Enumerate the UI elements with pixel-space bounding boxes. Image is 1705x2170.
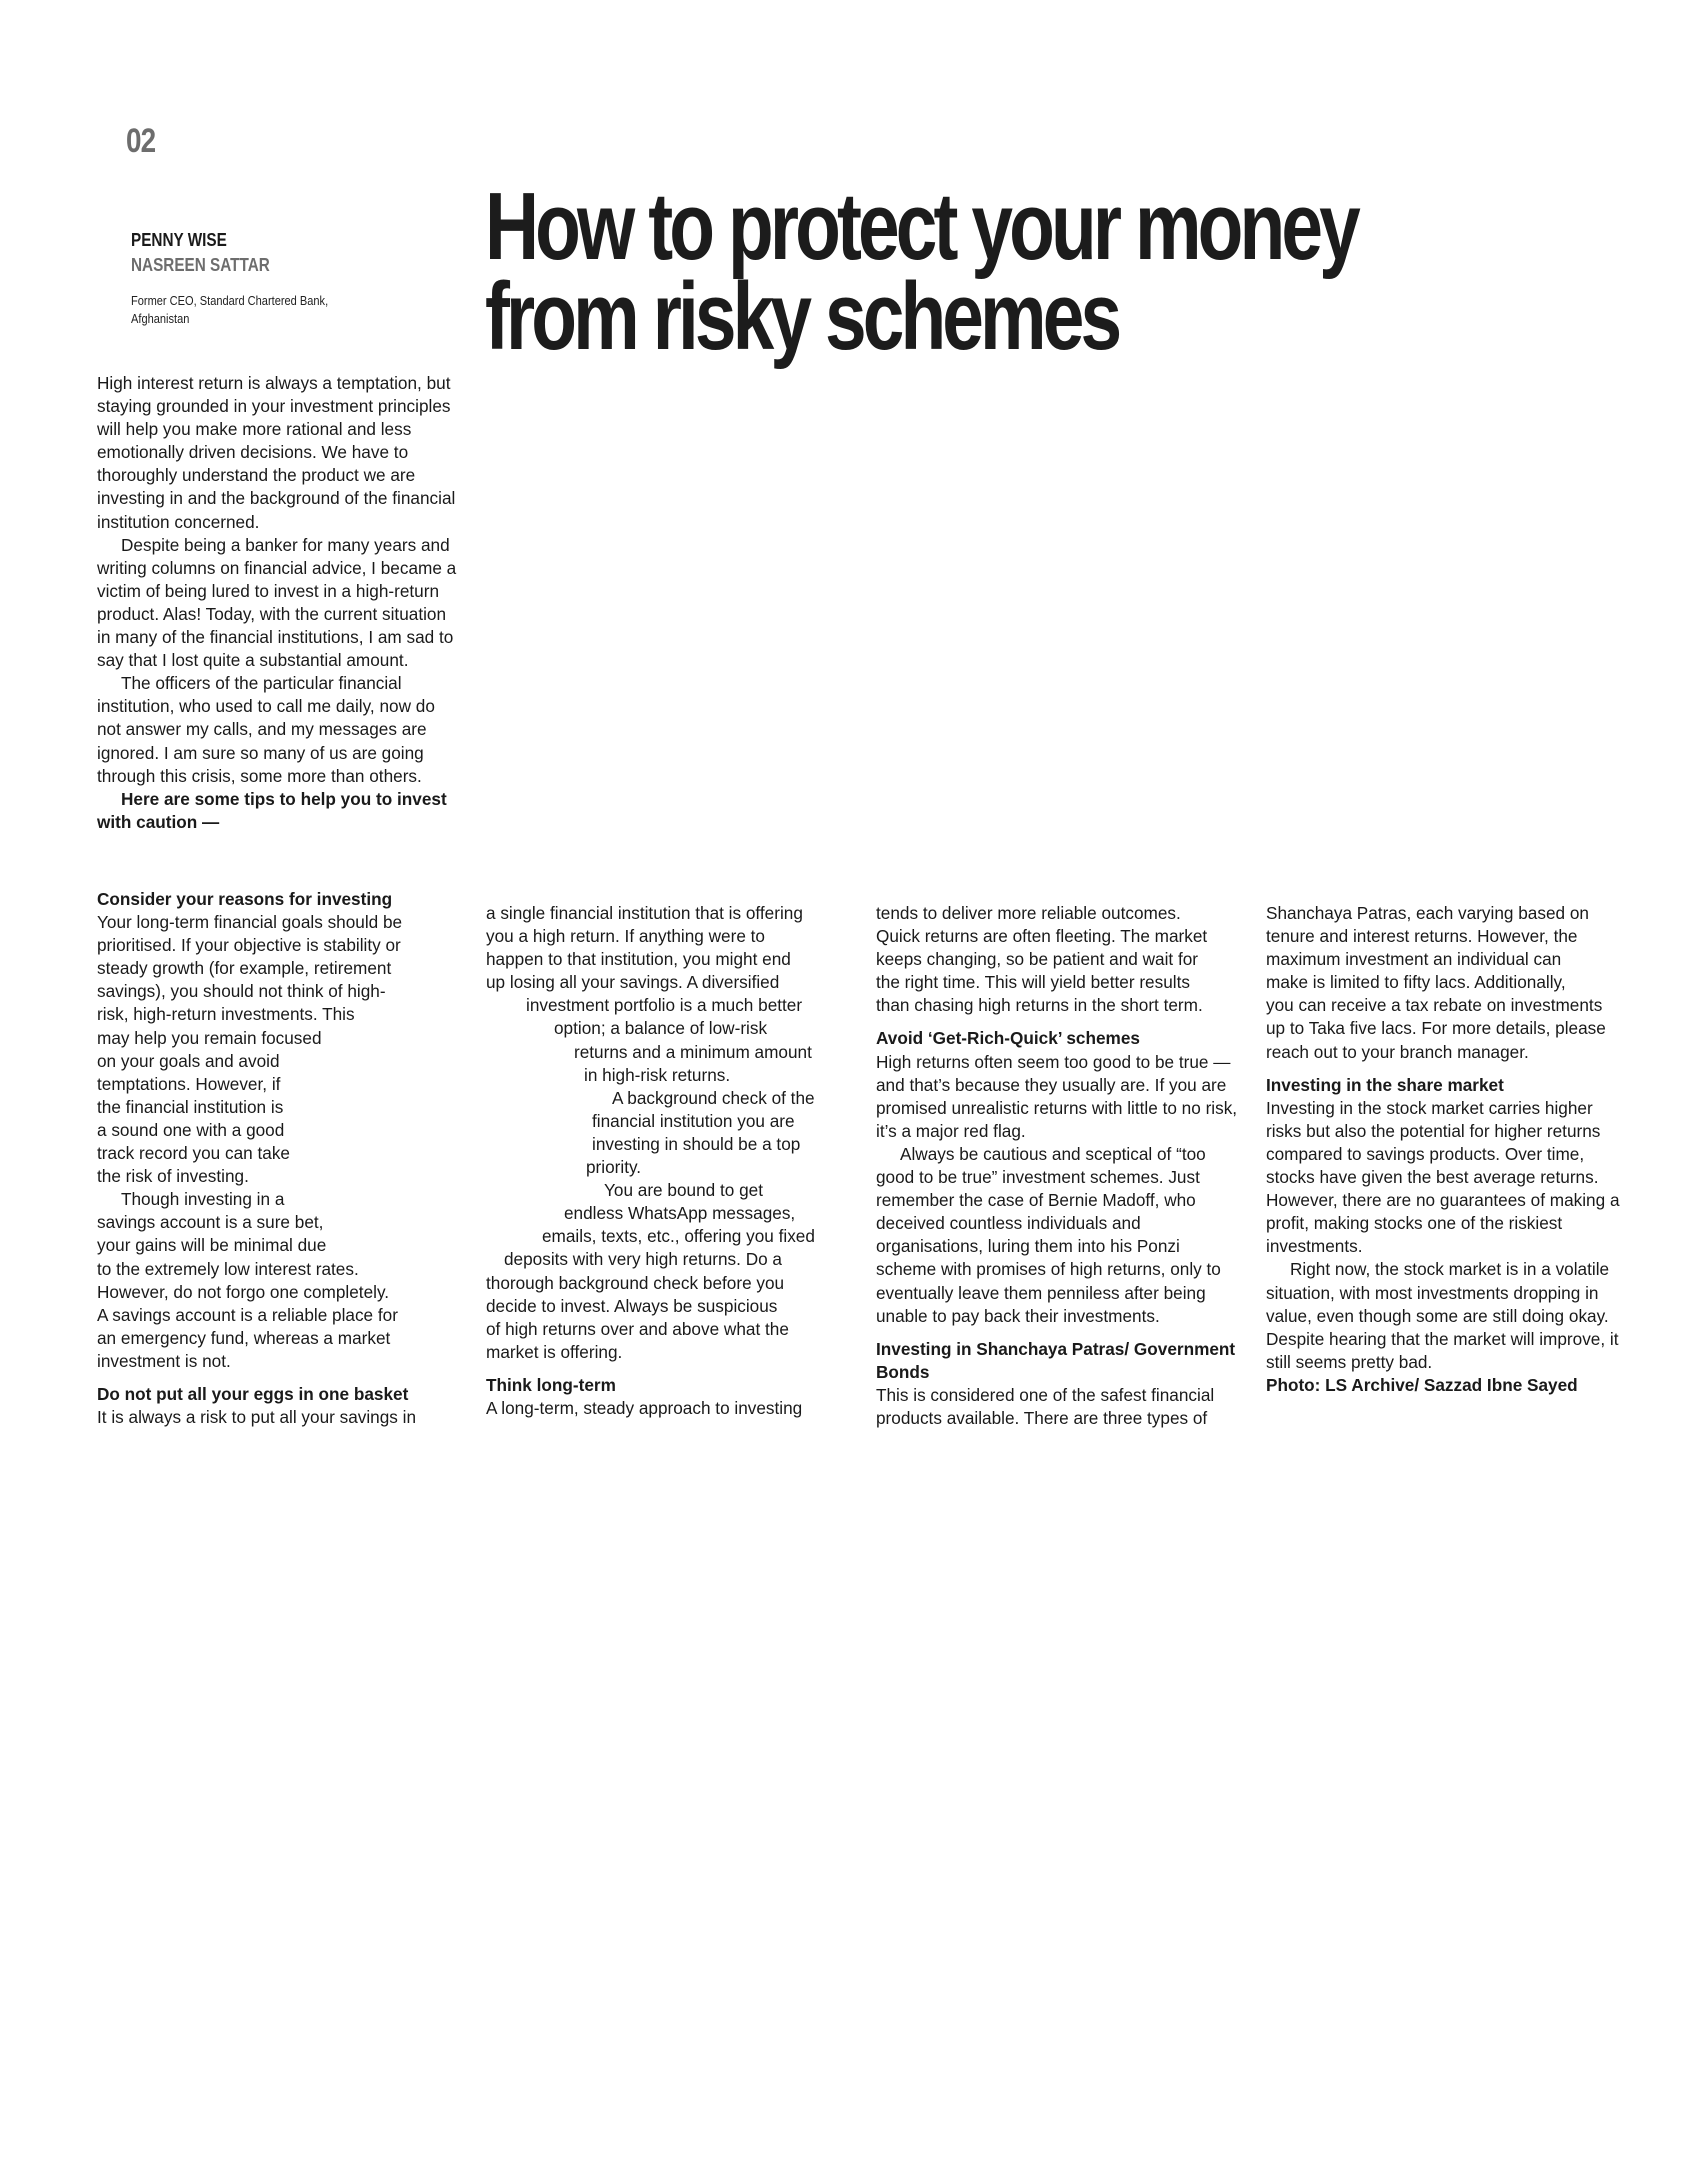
text-line: a sound one with a good — [97, 1119, 285, 1140]
eggs-heading: Do not put all your eggs in one basket — [97, 1383, 409, 1404]
intro-column — [97, 372, 457, 834]
quick-heading: Avoid ‘Get-Rich-Quick’ schemes — [876, 1028, 1140, 1049]
text-line: than chasing high returns in the short term. — [876, 995, 1203, 1016]
text-line: savings), you should not think of high- — [97, 981, 386, 1002]
reasons-paragraph — [97, 911, 457, 1188]
text-line: A long-term, steady approach to investing — [486, 1397, 803, 1418]
text-line: on your goals and avoid — [97, 1050, 280, 1071]
text-line: option; a balance of low-risk — [554, 1018, 768, 1039]
text-line: in high-risk returns. — [584, 1064, 731, 1085]
text-line: tends to deliver more reliable outcomes. — [876, 903, 1181, 923]
text-line: It is always a risk to put all your savings in — [97, 1407, 417, 1428]
text-line: an emergency fund, whereas a market — [97, 1327, 391, 1348]
author-name: NASREEN SATTAR — [131, 255, 270, 275]
text-line: You are bound to get — [604, 1180, 763, 1201]
text-line: market is offering. — [486, 1341, 623, 1362]
text-line: emails, texts, etc., offering you fixed — [542, 1226, 815, 1247]
column-2 — [486, 902, 848, 1420]
text-line: happen to that institution, you might end — [486, 949, 791, 970]
text-line: up losing all your savings. A diversified — [486, 972, 780, 993]
text-line: However, do not forgo one completely. — [97, 1281, 390, 1302]
text-line: returns and a minimum amount — [574, 1041, 812, 1062]
text-line: prioritised. If your objective is stability or — [97, 935, 401, 956]
share-heading: Investing in the share market — [1266, 1074, 1504, 1095]
author-title: Former CEO, Standard Chartered Bank, Afghanistan — [131, 293, 329, 326]
text-line: reach out to your branch manager. — [1266, 1041, 1529, 1062]
savings-paragraph — [97, 1188, 457, 1373]
column-4 — [1266, 902, 1628, 1397]
text-line: investment is not. — [97, 1350, 231, 1371]
intro-paragraph-1: High interest return is always a temptation, but staying grounded in your investment principles will help you make more rational and less emotionally driven decisions. We have to thoroughly understand the product we are investing in and the background of the financial institution concerned. — [97, 373, 456, 532]
headline: How to protect your money from risky schemes — [485, 173, 1357, 370]
quick-paragraph-2: Always be cautious and sceptical of “too good to be true” investment schemes. Just remember the case of Bernie Madoff, who deceived countless individuals and organisations, luring them into his Ponzi scheme with promises of high returns, only to eventually leave them penniless after being unable to pay back their investments. — [876, 1143, 1221, 1326]
column-1 — [97, 888, 457, 1429]
text-line: investment portfolio is a much better — [526, 995, 803, 1016]
text-line: the right time. This will yield better results — [876, 972, 1190, 993]
text-line: financial institution you are — [592, 1110, 795, 1131]
text-line: priority. — [586, 1157, 642, 1178]
longterm-heading: Think long-term — [486, 1374, 616, 1395]
text-line: may help you remain focused — [97, 1027, 322, 1048]
text-line: you a high return. If anything were to — [486, 926, 765, 947]
text-line: up to Taka five lacs. For more details, please — [1266, 1018, 1606, 1039]
text-line: to the extremely low interest rates. — [97, 1258, 359, 1279]
text-line: endless WhatsApp messages, — [564, 1203, 796, 1224]
intro-paragraph-3: The officers of the particular financial institution, who used to call me daily, now do not answer my calls, and my messages are ignored. I am sure so many of us are going through this crisis, some more than others. — [97, 673, 435, 786]
text-line: your gains will be minimal due — [97, 1235, 327, 1256]
quick-paragraph-1: High returns often seem too good to be true — and that’s because they usually are. If you are promised unrealistic returns with little to no risk, it’s a major red flag. — [876, 1051, 1238, 1141]
text-line: Your long-term financial goals should be — [97, 912, 403, 933]
page-number: 02 — [126, 122, 156, 160]
text-line: investing in should be a top — [592, 1133, 801, 1154]
column-3 — [876, 902, 1238, 1430]
text-line: This is considered one of the safest financial — [876, 1384, 1215, 1405]
column-name: PENNY WISE — [131, 230, 227, 250]
intro-paragraph-2: Despite being a banker for many years and writing columns on financial advice, I became a victim of being lured to invest in a high-return product. Alas! Today, with the current situation in many of the financial institutions, I am sad to say that I lost quite a substantial amount. — [97, 534, 457, 671]
text-line: A savings account is a reliable place for — [97, 1304, 398, 1325]
text-line: A background check of the — [612, 1087, 815, 1108]
text-line: you can receive a tax rebate on investments — [1266, 995, 1603, 1016]
text-line: risk, high-return investments. This — [97, 1004, 355, 1025]
text-line: the risk of investing. — [97, 1166, 249, 1187]
text-line: the financial institution is — [97, 1096, 284, 1117]
share-paragraph-2: Right now, the stock market is in a volatile situation, with most investments dropping in value, even though some are still doing okay. Despite hearing that the market will improve, it still seems pretty bad. — [1266, 1259, 1619, 1372]
tips-lead: Here are some tips to help you to invest with caution — — [97, 788, 447, 832]
text-line: steady growth (for example, retirement — [97, 958, 392, 979]
text-line: Shanchaya Patras, each varying based on — [1266, 903, 1589, 923]
share-paragraph-1: Investing in the stock market carries higher risks but also the potential for higher returns compared to savings products. Over time, stocks have given the best average returns. However, there are no guarantees of making a profit, making stocks one of the riskiest investments. — [1266, 1097, 1620, 1257]
text-line: a single financial institution that is offering — [486, 903, 803, 923]
text-line: decide to invest. Always be suspicious — [486, 1295, 778, 1316]
text-line: tenure and interest returns. However, the — [1266, 926, 1578, 947]
text-line: savings account is a sure bet, — [97, 1212, 324, 1233]
text-line: maximum investment an individual can — [1266, 949, 1562, 970]
text-line: track record you can take — [97, 1143, 290, 1164]
byline — [131, 230, 451, 328]
text-line: Quick returns are often fleeting. The market — [876, 926, 1208, 947]
reasons-heading: Consider your reasons for investing — [97, 889, 393, 909]
text-line: deposits with very high returns. Do a — [504, 1249, 782, 1270]
text-line: of high returns over and above what the — [486, 1318, 789, 1339]
text-line: make is limited to fifty lacs. Additionally, — [1266, 972, 1566, 993]
text-line: temptations. However, if — [97, 1073, 281, 1094]
text-line: Though investing in a — [121, 1189, 285, 1210]
text-line: keeps changing, so be patient and wait for — [876, 949, 1199, 970]
bonds-heading: Investing in Shanchaya Patras/ Government Bonds — [876, 1338, 1236, 1382]
text-line: thorough background check before you — [486, 1272, 785, 1293]
text-line: products available. There are three types of — [876, 1407, 1208, 1428]
photo-credit: Photo: LS Archive/ Sazzad Ibne Sayed — [1266, 1374, 1578, 1395]
